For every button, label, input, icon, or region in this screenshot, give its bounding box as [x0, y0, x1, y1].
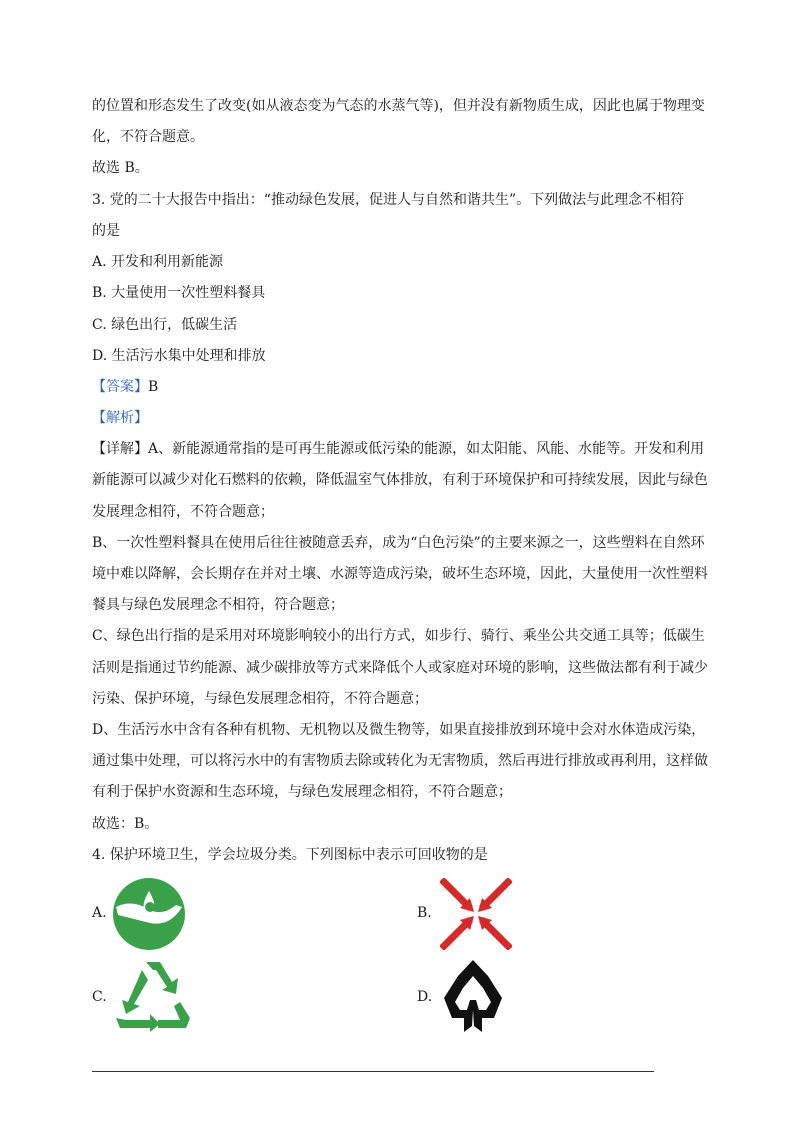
q4-option-c-label: C.	[92, 989, 107, 1005]
q3-answer	[92, 377, 158, 397]
q3-detail-line: 污染、保护环境，与绿色发展理念相符，不符合题意；	[92, 691, 428, 707]
q3-detail-line: 通过集中处理，可以将污水中的有害物质去除或转化为无害物质，然后再进行排放或再利用，这样做	[92, 753, 708, 769]
prev-explanation-line-2: 化，不符合题意。	[92, 129, 204, 145]
q3-conclusion: 故选：B。	[92, 816, 159, 832]
q3-detail-line: B、一次性塑料餐具在使用后往往被随意丢弃，成为“白色污染”的主要来源之一，这些塑料在自然环	[92, 535, 705, 551]
q3-stem-line-1: 3. 党的二十大报告中指出：“推动绿色发展，促进人与自然和谐共生”。下列做法与此理念不相符	[92, 192, 685, 208]
answer-tag: 【答案】	[92, 379, 148, 395]
q3-detail-line: 餐具与绿色发展理念不相符，符合题意；	[92, 597, 344, 613]
footer-rule	[92, 1071, 654, 1072]
q3-stem-line-2: 的是	[92, 223, 120, 239]
prev-explanation-line-1: 的位置和形态发生了改变(如从液态变为气态的水蒸气等)，但并没有新物质生成，因此也属于物理变	[92, 98, 705, 114]
q3-detail-line: 新能源可以减少对化石燃料的依赖，降低温室气体排放，有利于环境保护和可持续发展，因此与绿色	[92, 472, 708, 488]
q4-option-b-label: B.	[417, 905, 432, 921]
q3-detail-line: 境中难以降解，会长期存在并对土壤、水源等造成污染，破坏生态环境，因此，大量使用一次性塑料	[92, 566, 708, 582]
kitchen-waste-icon	[112, 877, 186, 951]
q3-option-a: A. 开发和利用新能源	[92, 254, 224, 270]
harmful-waste-icon	[440, 878, 512, 950]
q4-option-d-label: D.	[417, 989, 433, 1005]
q4-stem: 4. 保护环境卫生，学会垃圾分类。下列图标中表示可回收物的是	[92, 847, 488, 863]
q3-detail-line: 活则是指通过节约能源、减少碳排放等方式来降低个人或家庭对环境的影响，这些做法都有利于减少	[92, 660, 708, 676]
q3-option-b: B. 大量使用一次性塑料餐具	[92, 285, 266, 301]
q3-option-c: C. 绿色出行，低碳生活	[92, 317, 238, 333]
prev-conclusion: 故选 B。	[92, 160, 149, 176]
q3-analysis-tag: 【解析】	[92, 410, 148, 426]
q3-detail-line: D、生活污水中含有各种有机物、无机物以及微生物等，如果直接排放到环境中会对水体造成污染，	[92, 722, 706, 738]
q4-option-a-label: A.	[92, 905, 107, 921]
q3-option-d: D. 生活污水集中处理和排放	[92, 348, 266, 364]
q3-detail-line: 发展理念相符，不符合题意；	[92, 504, 274, 520]
answer-value: B	[148, 379, 159, 395]
q3-detail-line: 有利于保护水资源和生态环境，与绿色发展理念相符，不符合题意；	[92, 784, 512, 800]
q3-detail-line: C、绿色出行指的是采用对环境影响较小的出行方式，如步行、骑行、乘坐公共交通工具等；低碳生	[92, 628, 705, 644]
other-waste-icon	[436, 956, 510, 1036]
q3-detail-line: 【详解】A、新能源通常指的是可再生能源或低污染的能源，如太阳能、风能、水能等。开发和利用	[92, 441, 705, 457]
recyclable-icon	[112, 958, 194, 1034]
